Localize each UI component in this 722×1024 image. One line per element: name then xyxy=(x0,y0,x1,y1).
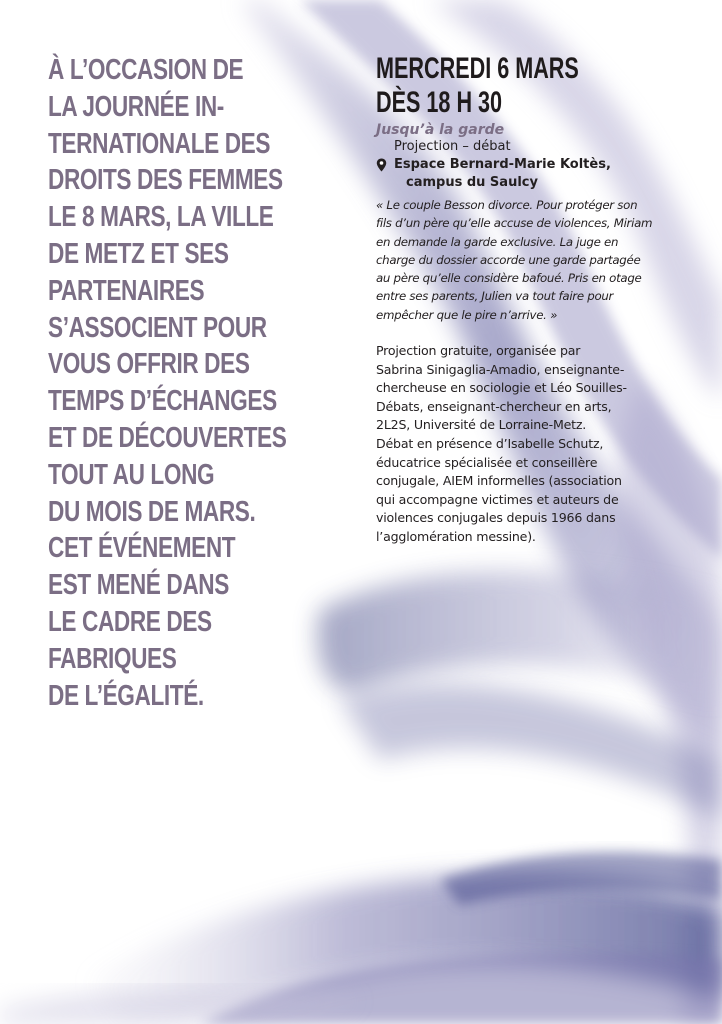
intro-line: FABRIQUES xyxy=(48,642,177,675)
info-line: chercheuse en sociologie et Léo Souilles- xyxy=(376,380,627,396)
event-type: Projection – débat xyxy=(394,139,511,154)
synopsis-line: fils d’un père qu’elle accuse de violences, Miriam xyxy=(376,216,653,231)
intro-line: LE 8 MARS, LA VILLE xyxy=(48,201,274,234)
intro-line: DE METZ ET SES xyxy=(48,237,229,270)
venue-name: Espace Bernard-Marie Koltès, xyxy=(394,157,611,172)
info-line: Débats, enseignant-chercheur en arts, xyxy=(376,398,612,414)
intro-line: LE CADRE DES xyxy=(48,605,212,638)
event-info xyxy=(376,342,676,547)
intro-line: TERNATIONALE DES xyxy=(48,127,271,160)
info-line: 2L2S, Université de Lorraine-Metz. xyxy=(376,417,587,433)
info-line: Projection gratuite, organisée par xyxy=(376,343,581,359)
intro-line: S’ASSOCIENT POUR xyxy=(48,311,267,344)
venue-campus: campus du Saulcy xyxy=(406,175,538,190)
synopsis-line: en demande la garde exclusive. La juge en xyxy=(376,234,619,249)
synopsis xyxy=(376,196,676,324)
info-line: conjugale, AIEM informelles (association xyxy=(376,473,622,489)
intro-line: VOUS OFFRIR DES xyxy=(48,348,250,381)
intro-line: ET DE DÉCOUVERTES xyxy=(48,421,287,454)
intro-line: PARTENAIRES xyxy=(48,274,205,307)
intro-line: LA JOURNÉE IN- xyxy=(48,90,224,123)
synopsis-line: charge du dossier accorde une garde partagée xyxy=(376,252,641,267)
event-time: DÈS 18 H 30 xyxy=(376,86,503,119)
event-details xyxy=(376,52,676,547)
intro-text xyxy=(48,52,348,714)
intro-line: TEMPS D’ÉCHANGES xyxy=(48,385,277,418)
info-line: violences conjugales depuis 1966 dans xyxy=(376,510,616,526)
intro-line: TOUT AU LONG xyxy=(48,458,215,491)
synopsis-line: au père qu’elle considère bafoué. Pris en otage xyxy=(376,271,642,286)
info-line: éducatrice spécialisée et conseillère xyxy=(376,454,598,470)
event-date: MERCREDI 6 MARS xyxy=(376,52,579,85)
intro-line: DE L’ÉGALITÉ. xyxy=(48,679,204,712)
event-venue xyxy=(376,156,676,192)
event-title: Jusqu’à la garde xyxy=(376,122,505,138)
intro-line: CET ÉVÉNEMENT xyxy=(48,532,236,565)
info-line: Sabrina Sinigaglia-Amadio, enseignante- xyxy=(376,361,625,377)
intro-line: À L’OCCASION DE xyxy=(48,54,244,86)
synopsis-line: « Le couple Besson divorce. Pour protéger son xyxy=(376,198,638,212)
info-line: l’agglomération messine). xyxy=(376,529,536,545)
synopsis-line: empêcher que le pire n’arrive. » xyxy=(376,307,558,322)
intro-line: EST MENÉ DANS xyxy=(48,569,229,602)
synopsis-line: entre ses parents, Julien va tout faire pour xyxy=(376,289,614,304)
info-line: Débat en présence d’Isabelle Schutz, xyxy=(376,436,604,452)
intro-line: DU MOIS DE MARS. xyxy=(48,495,256,528)
intro-line: DROITS DES FEMMES xyxy=(48,164,283,197)
location-pin-icon xyxy=(376,158,387,172)
info-line: qui accompagne victimes et auteurs de xyxy=(376,491,619,507)
